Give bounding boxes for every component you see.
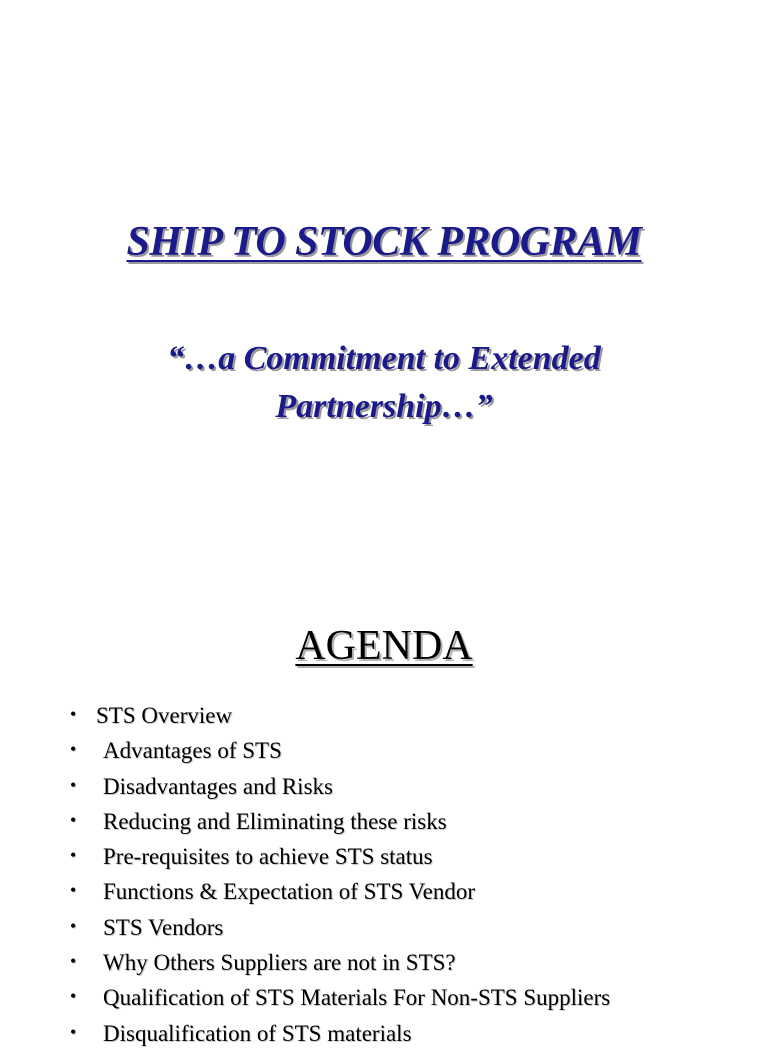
- agenda-heading: AGENDA: [295, 623, 473, 669]
- bullet-icon: •: [70, 1021, 77, 1042]
- bullet-icon: •: [70, 915, 77, 936]
- agenda-item-label: Functions & Expectation of STS Vendor: [103, 879, 476, 905]
- agenda-item: [70, 804, 750, 839]
- agenda-item: [70, 769, 750, 804]
- bullet-icon: •: [70, 704, 77, 724]
- title-slide: [0, 0, 768, 500]
- bullet-icon: •: [70, 809, 77, 830]
- agenda-slide: [0, 500, 768, 1046]
- agenda-item-label: Qualification of STS Materials For Non-STS Suppliers: [103, 985, 611, 1011]
- bullet-icon: •: [70, 986, 77, 1007]
- slide-title: SHIP TO STOCK PROGRAM: [126, 219, 642, 265]
- agenda-item: [70, 839, 750, 874]
- agenda-item: [70, 910, 750, 945]
- agenda-item-label: Reducing and Eliminating these risks: [103, 808, 447, 834]
- agenda-item-label: Pre-requisites to achieve STS status: [103, 844, 433, 870]
- agenda-item: [70, 874, 750, 909]
- bullet-icon: •: [70, 774, 77, 795]
- agenda-item: [70, 980, 750, 1015]
- agenda-item-label: Why Others Suppliers are not in STS?: [103, 950, 456, 976]
- agenda-item-label: Advantages of STS: [103, 738, 282, 764]
- bullet-icon: •: [70, 845, 77, 866]
- slide-subtitle: “…a Commitment to Extended Partnership…”: [167, 340, 601, 425]
- agenda-item-label: Disadvantages and Risks: [103, 773, 333, 799]
- agenda-item: [70, 945, 750, 980]
- bullet-icon: •: [70, 951, 77, 972]
- agenda-item-label: STS Vendors: [103, 914, 224, 940]
- bullet-icon: •: [70, 880, 77, 901]
- agenda-item: [70, 733, 750, 768]
- bullet-icon: •: [70, 739, 77, 760]
- agenda-item-label: Disqualification of STS materials: [103, 1020, 412, 1046]
- agenda-item: [70, 1016, 750, 1051]
- agenda-item: [70, 698, 750, 733]
- agenda-list: [70, 698, 750, 1051]
- agenda-item-label: STS Overview: [96, 703, 233, 728]
